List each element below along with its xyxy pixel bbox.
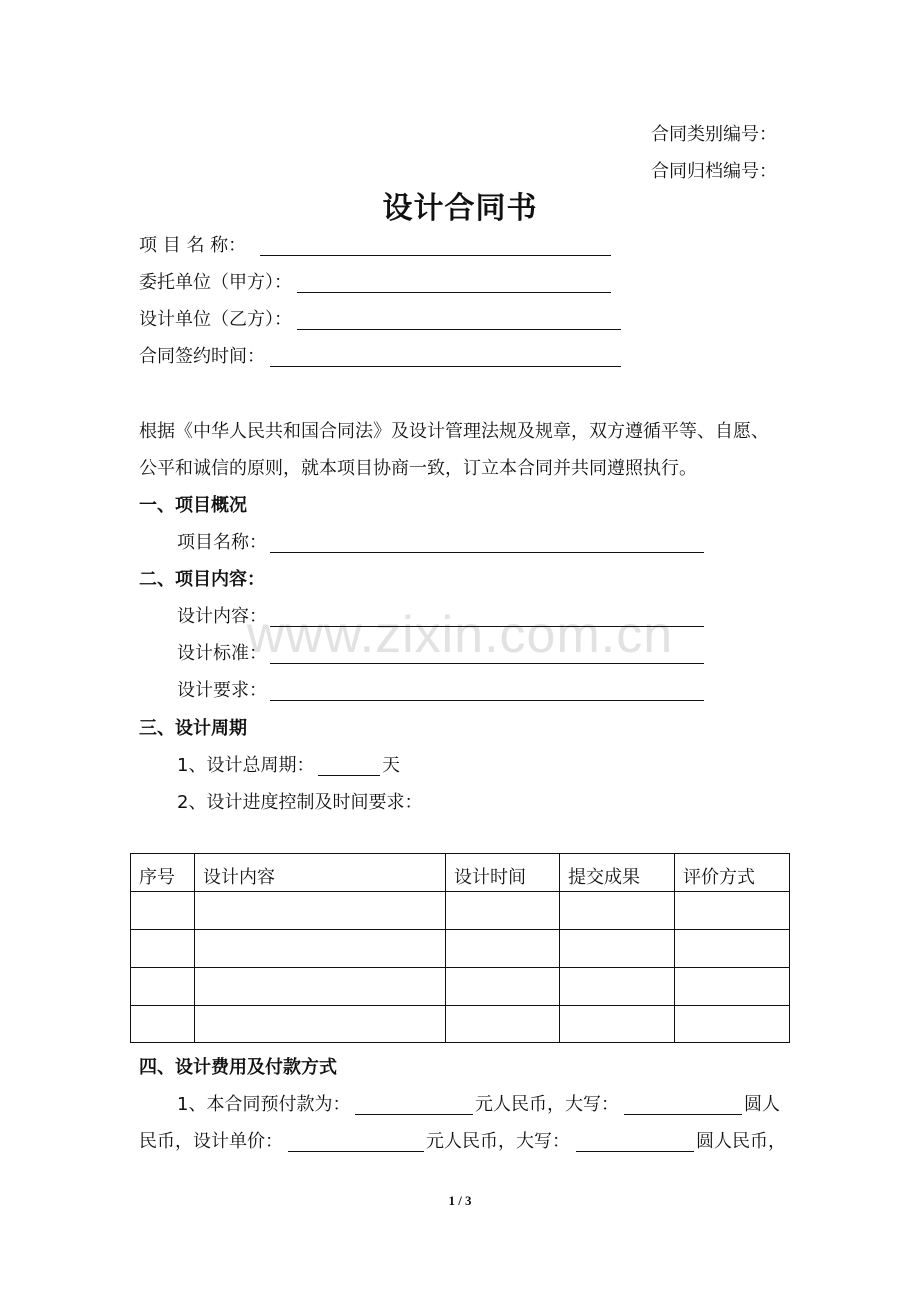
table-cell[interactable] (560, 1006, 675, 1043)
table-cell[interactable] (675, 930, 790, 968)
table-header-cell: 设计时间 (446, 854, 560, 892)
prepayment-label: 1、本合同预付款为： (177, 1094, 351, 1115)
contract-category-number-label: 合同类别编号： (651, 124, 777, 145)
design-period-blank[interactable] (318, 775, 380, 776)
prepayment-capital-blank[interactable] (624, 1114, 742, 1115)
table-cell[interactable] (131, 1006, 195, 1043)
table-cell[interactable] (560, 930, 675, 968)
table-cell[interactable] (131, 968, 195, 1006)
sign-date-blank[interactable] (270, 366, 621, 367)
table-cell[interactable] (446, 892, 560, 930)
table-cell[interactable] (446, 1006, 560, 1043)
designer-label: 设计单位（乙方）： (139, 309, 292, 330)
design-period-label: 1、设计总周期： (177, 755, 315, 776)
design-standard-blank[interactable] (270, 663, 704, 664)
table-header-cell: 提交成果 (560, 854, 675, 892)
table-header-cell: 评价方式 (675, 854, 790, 892)
document-title: 设计合同书 (382, 191, 538, 226)
table-cell[interactable] (195, 930, 446, 968)
table-row (131, 892, 790, 930)
table-cell[interactable] (195, 892, 446, 930)
design-standard-label: 设计标准： (177, 643, 267, 664)
table-header-row (131, 854, 790, 892)
watermark: www.zixin.com.cn (246, 606, 674, 664)
page-number: 1 / 3 (448, 1193, 472, 1208)
client-blank[interactable] (297, 292, 611, 293)
table-header-cell: 序号 (131, 854, 195, 892)
unit-price-label: 民币，设计单价： (139, 1131, 283, 1152)
table-cell[interactable] (560, 892, 675, 930)
design-content-label: 设计内容： (177, 606, 267, 627)
prepayment-unit: 元人民币，大写： (475, 1094, 619, 1115)
table-cell[interactable] (675, 1006, 790, 1043)
table-cell[interactable] (195, 1006, 446, 1043)
sign-date-label: 合同签约时间： (139, 346, 265, 367)
table-header-cell: 设计内容 (195, 854, 446, 892)
table-cell[interactable] (446, 930, 560, 968)
design-requirement-blank[interactable] (270, 700, 704, 701)
section-4-heading: 四、设计费用及付款方式 (139, 1057, 337, 1078)
contract-archive-number-label: 合同归档编号： (651, 161, 777, 182)
intro-line-2: 公平和诚信的原则，就本项目协商一致，订立本合同并共同遵照执行。 (139, 458, 697, 479)
designer-blank[interactable] (297, 329, 621, 330)
table-cell[interactable] (560, 968, 675, 1006)
client-label: 委托单位（甲方）： (139, 272, 292, 293)
schedule-table (130, 853, 790, 1043)
unit-price-capital-unit: 圆人民币， (696, 1131, 786, 1152)
intro-line-1: 根据《中华人民共和国合同法》及设计管理法规及规章，双方遵循平等、自愿、 (139, 421, 769, 442)
schedule-label: 2、设计进度控制及时间要求： (177, 792, 423, 813)
project-name-label: 项 目 名 称： (139, 235, 247, 256)
section-2-heading: 二、项目内容： (139, 569, 265, 590)
section-1-project-name-label: 项目名称： (177, 532, 267, 553)
section-3-heading: 三、设计周期 (139, 718, 247, 739)
table-row (131, 968, 790, 1006)
section-1-project-name-blank[interactable] (270, 552, 704, 553)
table-cell[interactable] (131, 930, 195, 968)
design-content-blank[interactable] (270, 626, 704, 627)
table-cell[interactable] (195, 968, 446, 1006)
section-1-heading: 一、项目概况 (139, 495, 247, 516)
table-cell[interactable] (131, 892, 195, 930)
table-cell[interactable] (675, 968, 790, 1006)
unit-price-unit: 元人民币，大写： (426, 1131, 570, 1152)
design-period-unit: 天 (382, 755, 400, 776)
table-cell[interactable] (675, 892, 790, 930)
table-row (131, 1006, 790, 1043)
table-cell[interactable] (446, 968, 560, 1006)
unit-price-amount-blank[interactable] (288, 1151, 424, 1152)
unit-price-capital-blank[interactable] (576, 1151, 694, 1152)
project-name-blank[interactable] (260, 255, 611, 256)
prepayment-amount-blank[interactable] (355, 1114, 473, 1115)
prepayment-capital-unit: 圆人 (744, 1094, 780, 1115)
design-requirement-label: 设计要求： (177, 680, 267, 701)
table-row (131, 930, 790, 968)
